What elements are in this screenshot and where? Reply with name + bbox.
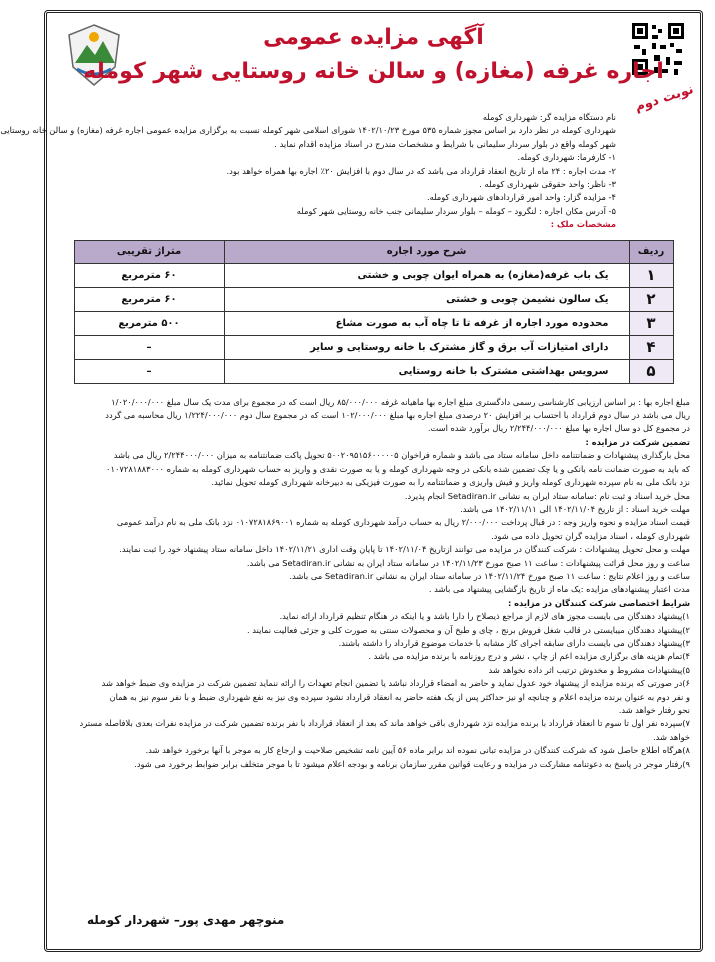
terms-line: محل بارگذاری پیشنهادات و ضمانتنامه داخل سامانه ستاد می باشد و شماره فراخوان ۵۰۰۲۰۹۵۱۵۶۰۰۰۰۰۵ تحویل پاکت ضمانتنامه به میزان ۲/۲۴۴۰۰۰/۰۰۰ ریال می باشد — [113, 450, 690, 461]
row-description: یک سالون نشیمن چوبی و خشتی — [224, 287, 629, 311]
terms-line: ۱)پیشنهاد دهندگان می بایست مجوز های لازم از مراجع ذیصلاح را دارا باشد و یا اینکه در هنگام تنظیم قرارداد ارائه نماید. — [279, 611, 690, 622]
terms-line: ۶)در صورتی که برنده مزایده از پیشنهاد خود عدول نماید و حاضر به امضاء قرارداد نباشد یا تضمین انجام تعهدات را ارائه ننماید تضمین شرکت در مزایده وی ضبط خواهد شد — [101, 678, 690, 689]
notice-frame — [0, 10, 703, 952]
terms-line: محل خرید اسناد و ثبت نام :سامانه ستاد ایران به نشانی Setadiran.ir انجام پذیرد. — [404, 490, 690, 501]
row-number: ۱ — [629, 263, 673, 287]
terms-line: و نفر دوم به عنوان برنده مزایده اعلام و چنانچه او نیز حداکثر پس از یک هفته حاضر به انعقاد قرارداد نشود سپرده وی نیز به نفع شهرداری ضبط و با نفر سوم نیز به همان — [109, 691, 690, 702]
terms-line: قیمت اسناد مزایده و نحوه واریز وجه : در قبال پرداخت ۲/۰۰۰/۰۰۰ ریال به حساب درآمد شهرداری کومله به شماره ۰۱۰۷۲۸۱۸۶۹۰۰۱ نزد بانک ملی به نام درآمد عمومی — [116, 517, 690, 528]
intro-line: ۲- مدت اجاره : ۲۴ ماه از تاریخ انعقاد قرارداد می باشد که در سال دوم با افزایش ۲۰٪ اجاره بها همراه خواهد بود. — [226, 165, 616, 176]
notice-title: آگهی مزایده عمومی — [263, 25, 484, 50]
intro-line: ۵- آدرس مکان اجاره : لنگرود – کومله – بلوار سردار سلیمانی جنب خانه روستایی شهر کومله — [296, 205, 616, 216]
terms-line: ریال می باشد در سال دوم قرارداد با احتساب بر افزایش ۲۰ درصدی مبلغ اجاره بها مبلغ ۱۰۲/۰۰۰/۰۰۰ است که در مجموع سال دوم ۱/۲۲۴/۰۰۰/۰۰۰ ریال محاسبه می گردد — [105, 410, 690, 421]
row-area: – — [74, 335, 224, 359]
terms-line: ۹)رفتار موجر در پاسخ به دعوتنامه مشارکت در مزایده و رعایت قوانین مقرر سازمان برنامه و بودجه اعلام میشود تا با موجر متخلف برابر ضوابط برخورد می شود. — [134, 758, 690, 769]
terms-line: ۷)سپرده نفر اول تا سوم تا انعقاد قرارداد با برنده مزایده نزد شهرداری باقی خواهد ماند که بعد از انعقاد قرارداد با نفر برنده تضمین شرکت در مزایده نفرات بعدی بلافاصله مسترد — [79, 718, 690, 729]
row-number: ۲ — [629, 287, 673, 311]
row-area: ۵۰۰ مترمربع — [74, 311, 224, 335]
row-number: ۴ — [629, 335, 673, 359]
round-badge: نوبت دوم — [632, 82, 695, 115]
terms-line: تضمین شرکت در مزایده : — [585, 436, 690, 447]
row-area: ۶۰ مترمربع — [74, 263, 224, 287]
row-description: یک باب غرفه(مغازه) به همراه ایوان چوبی و خشتی — [224, 263, 629, 287]
row-description: دارای امتیازات آب برق و گاز مشترک با خانه روستایی و سایر — [224, 335, 629, 359]
header-description: شرح مورد اجاره — [224, 240, 629, 263]
intro-section — [0, 111, 690, 232]
header-area: متراژ تقریبی — [74, 240, 224, 263]
terms-line: در مجموع کل دو سال اجاره بها مبلغ ۲/۲۴۴/۰۰۰/۰۰۰ ریال برآورد شده است. — [427, 423, 690, 434]
intro-line: ۳- ناظر: واحد حقوقی شهرداری کومله . — [479, 179, 616, 190]
terms-line: مهلت خرید اسناد : از تاریخ ۱۴۰۲/۱۱/۰۴ الی ۱۴۰۲/۱۱/۱۱ می باشد. — [460, 503, 690, 514]
row-description: سرویس بهداشتی مشترک با خانه روستایی — [224, 359, 629, 383]
intro-line: شهرداری کومله در نظر دارد بر اساس مجوز شماره ۵۳۵ مورخ ۱۴۰۲/۱۰/۲۳ شورای اسلامی شهر کومله نسبت به برگزاری مزایده عمومی اجاره غرفه (مغازه) و سالن خانه روستایی — [0, 125, 616, 136]
terms-line: ساعت و روز محل قرائت پیشنهادات : ساعت ۱۱ صبح مورخ ۱۴۰۲/۱۱/۲۳ در سامانه ستاد ایران به نشانی Setadiran.ir می باشد. — [246, 557, 690, 568]
terms-line: مبلغ اجاره بها : بر اساس ارزیابی کارشناسی رسمی دادگستری مبلغ اجاره بها ماهیانه غرفه ۸۵/۰۰۰/۰۰۰ ریال است که در مجموع برای مدت یک سال مبلغ ۱/۰۲۰/۰۰۰/۰۰۰ — [111, 396, 690, 407]
terms-line: نزد بانک ملی به نام سپرده شهرداری کومله واریز و فیش واریزی و ضمانتنامه را به صورت فیزیکی به دبیرخانه شهرداری کومله تحویل نمائید. — [211, 477, 690, 488]
header-row-number: ردیف — [629, 240, 673, 263]
terms-line: ۳)پیشنهاد دهندگان می بایست دارای سابقه اجرای کار مشابه با خدمات موضوع قرارداد را داشته باشند. — [338, 637, 690, 648]
row-number: ۵ — [629, 359, 673, 383]
notice-subtitle: اجاره غرفه (مغازه) و سالن خانه روستایی شهر کومله — [83, 59, 664, 84]
terms-line: شهرداری کومله ، اسناد مزایده گران تحویل داده می شود. — [491, 530, 690, 541]
table-row — [74, 311, 673, 335]
property-table — [74, 240, 674, 384]
terms-line: مدت اعتبار پیشنهادهای مزایده :یک ماه از تاریخ بازگشایی پیشنهاد می باشد . — [428, 584, 690, 595]
table-header-row — [74, 240, 673, 263]
terms-line: خواهد شد. — [652, 731, 690, 742]
table-row — [74, 287, 673, 311]
table-row — [74, 359, 673, 383]
intro-line: نام دستگاه مزایده گر: شهرداری کومله — [482, 112, 616, 122]
terms-line: ۵)پیشنهادات مشروط و مخدوش ترتیب اثر داده نخواهد شد — [488, 664, 690, 675]
terms-line: که باید به صورت ضمانت نامه بانکی و یا چک تضمین شده بانکی در وجه شهرداری کومله و یا به صورت نقدی و واریز به حساب شهرداری کومله به شماره ۰۱۰۷۲۸۱۸۸۳۰۰۰ — [106, 463, 690, 474]
row-area: – — [74, 359, 224, 383]
intro-line: ۴- مزایده گزار: واحد امور قراردادهای شهرداری کومله. — [426, 192, 616, 203]
notice-header — [57, 19, 690, 105]
table-row — [74, 263, 673, 287]
table-row — [74, 335, 673, 359]
specs-label: مشخصات ملک : — [550, 219, 616, 230]
intro-line: شهر کومله واقع در بلوار سردار سلیمانی با شرایط و مشخصات مندرج در اسناد مزایده اقدام نماید . — [274, 138, 616, 149]
terms-line: شرایط اختصاصی شرکت کنندگان در مزایده : — [507, 597, 690, 608]
terms-line: ۸)هرگاه اطلاع حاصل شود که شرکت کنندگان در مزایده تبانی نموده اند برابر ماده ۵۶ آیین نامه تشخیص صلاحیت و ارجاع کار به موجر با آنها برخورد خواهد شد. — [145, 745, 690, 756]
intro-line: ۱- کارفرما: شهرداری کومله. — [517, 152, 616, 163]
row-area: ۶۰ مترمربع — [74, 287, 224, 311]
terms-line: ساعت و روز اعلام نتایج : ساعت ۱۱ صبح مورخ ۱۴۰۲/۱۱/۲۴ در سامانه ستاد ایران به نشانی Setadiran.ir می باشد. — [289, 570, 690, 581]
terms-line: مهلت و محل تحویل پیشنهادات : شرکت کنندگان در مزایده می توانند ازتاریخ ۱۴۰۲/۱۱/۰۴ تا پایان وقت اداری ۱۴۰۲/۱۱/۲۱ داخل سامانه ستاد پیشنهاد خود را ثبت نمایند. — [119, 544, 690, 555]
row-number: ۳ — [629, 311, 673, 335]
terms-line: ۲)پیشنهاد دهندگان میبایستی در قالب شغل فروش برنج ، چای و طبخ آن و محصولات سنتی به صورت کلی و جزئی فعالیت نمایند . — [246, 624, 690, 635]
terms-line: ۴)تمام هزینه های برگزاری مزایده اعم از چاپ ، نشر و درج روزنامه با برنده مزایده می باشد . — [368, 651, 690, 662]
mayor-signature: منوچهر مهدی پور– شهردار کومله — [87, 913, 285, 927]
terms-section — [57, 396, 690, 771]
terms-line: نحو رفتار خواهد شد. — [618, 705, 690, 715]
row-description: محدوده مورد اجاره از غرفه تا تا چاه آب به صورت مشاع — [224, 311, 629, 335]
